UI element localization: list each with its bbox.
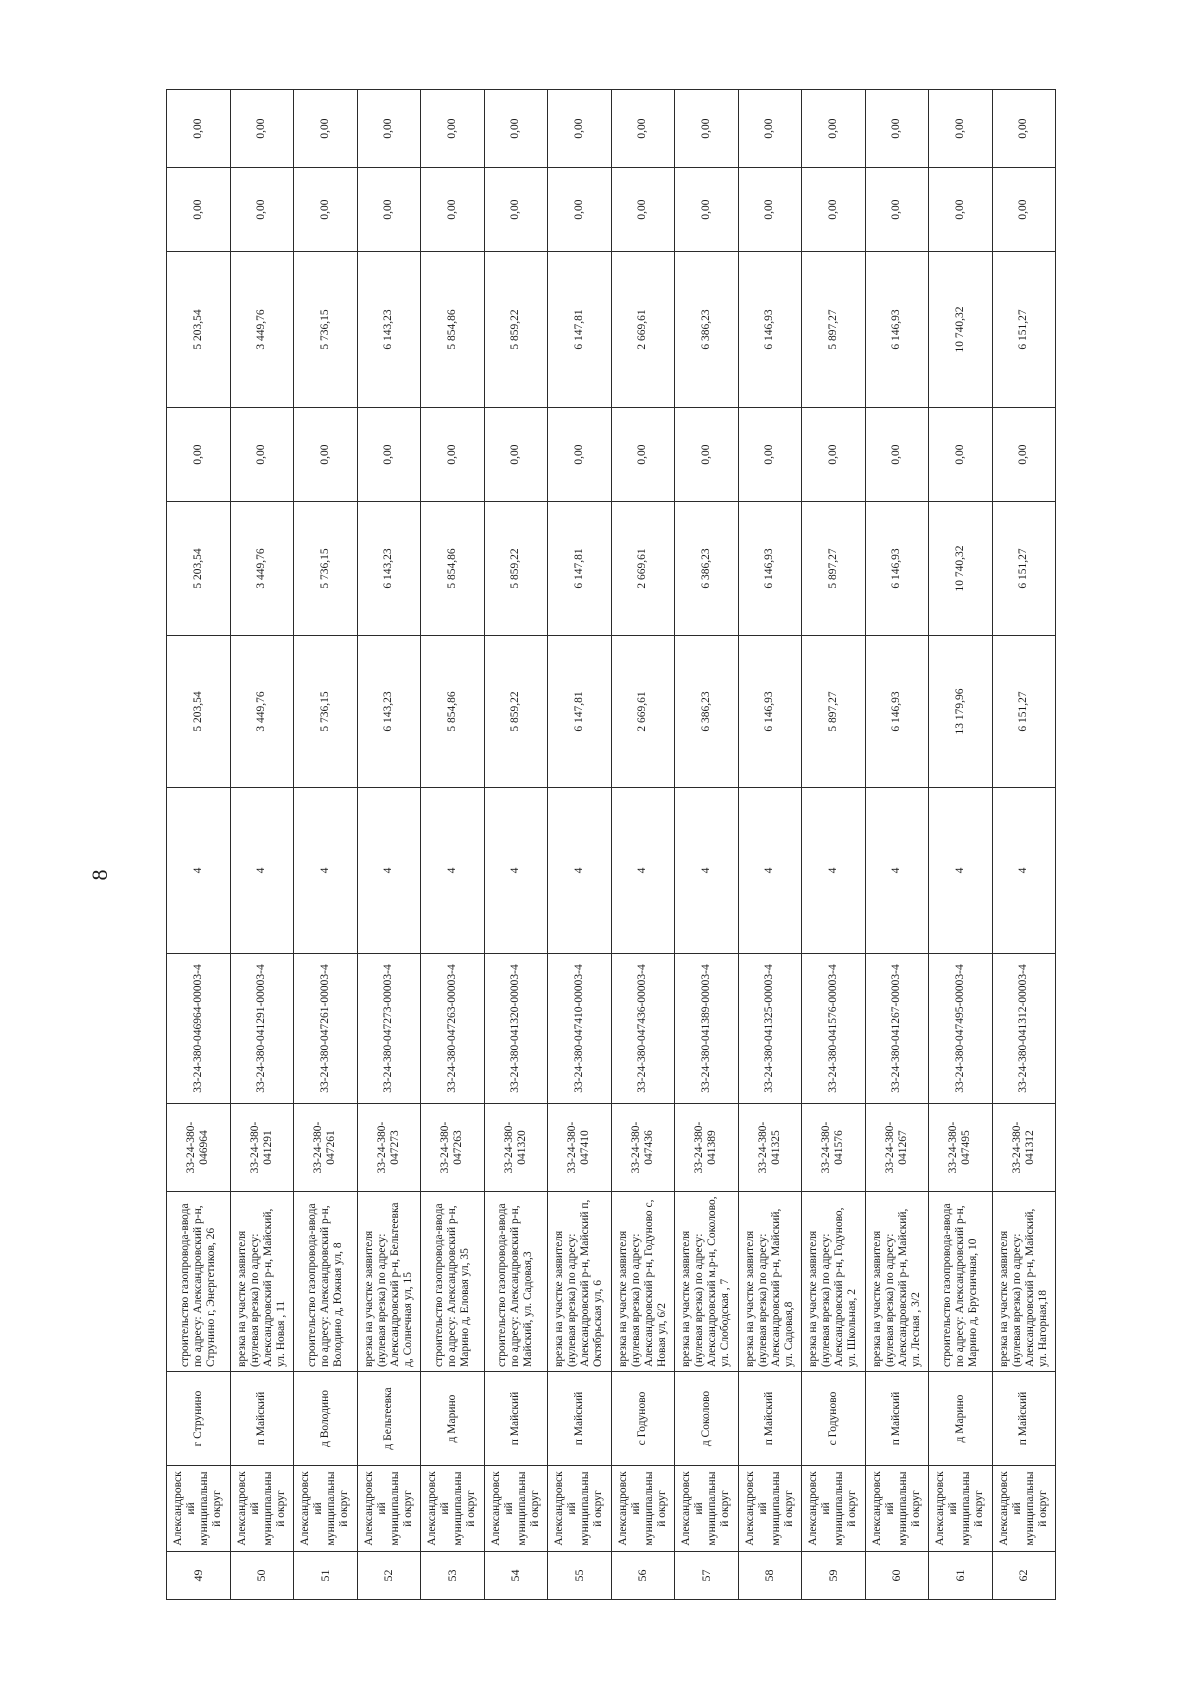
contract-number-cell: 33-24-380-047495-00003-4 — [929, 954, 993, 1104]
table-row — [675, 90, 739, 1600]
amount-cell-1: 6 146,93 — [865, 636, 929, 788]
table-row — [484, 90, 548, 1600]
amount-cell-5: 0,00 — [802, 168, 866, 252]
contract-number-cell: 33-24-380-041312-00003-4 — [992, 954, 1056, 1104]
amount-cell-5: 0,00 — [294, 168, 358, 252]
amount-cell-4: 5 736,15 — [294, 252, 358, 408]
table-row — [230, 90, 294, 1600]
amount-cell-2: 5 203,54 — [167, 502, 231, 636]
contract-number-cell: 33-24-380-041291-00003-4 — [230, 954, 294, 1104]
settlement-cell: г Струнино — [167, 1372, 231, 1466]
row-number-cell: 50 — [230, 1552, 294, 1600]
amount-cell-4: 10 740,32 — [929, 252, 993, 408]
amount-cell-4: 5 854,86 — [421, 252, 485, 408]
table-row — [357, 90, 421, 1600]
municipal-district-cell: Александровский муниципальный округ — [230, 1466, 294, 1552]
amount-cell-3: 0,00 — [484, 408, 548, 502]
amount-cell-2: 6 143,23 — [357, 502, 421, 636]
category-cell: 4 — [675, 788, 739, 954]
amount-cell-2: 5 854,86 — [421, 502, 485, 636]
municipal-district-cell: Александровский муниципальный округ — [802, 1466, 866, 1552]
technical-conditions-number-cell: 33-24-380-047495 — [929, 1104, 993, 1192]
amount-cell-1: 5 859,22 — [484, 636, 548, 788]
amount-cell-1: 13 179,96 — [929, 636, 993, 788]
municipal-district-cell: Александровский муниципальный округ — [929, 1466, 993, 1552]
municipal-district-cell: Александровский муниципальный округ — [357, 1466, 421, 1552]
amount-cell-4: 6 146,93 — [865, 252, 929, 408]
amount-cell-3: 0,00 — [294, 408, 358, 502]
table-row — [738, 90, 802, 1600]
technical-conditions-number-cell: 33-24-380-041320 — [484, 1104, 548, 1192]
municipal-district-cell: Александровский муниципальный округ — [675, 1466, 739, 1552]
amount-cell-4: 6 386,23 — [675, 252, 739, 408]
amount-cell-1: 5 736,15 — [294, 636, 358, 788]
settlement-cell: п Майский — [484, 1372, 548, 1466]
municipal-district-cell: Александровский муниципальный округ — [548, 1466, 612, 1552]
amount-cell-1: 6 143,23 — [357, 636, 421, 788]
work-description-cell: врезка на участке заявителя (нулевая врезка) по адресу: Александровский р-н, Годуново, ул. Школьная, 2 — [802, 1192, 866, 1372]
work-description-cell: строительство газопровода-ввода по адресу: Александровский р-н, Майский, ул. Садовая,3 — [484, 1192, 548, 1372]
row-number-cell: 56 — [611, 1552, 675, 1600]
contract-number-cell: 33-24-380-041267-00003-4 — [865, 954, 929, 1104]
amount-cell-1: 6 151,27 — [992, 636, 1056, 788]
municipal-district-cell: Александровский муниципальный округ — [294, 1466, 358, 1552]
amount-cell-6: 0,00 — [992, 90, 1056, 168]
row-number-cell: 49 — [167, 1552, 231, 1600]
amount-cell-6: 0,00 — [865, 90, 929, 168]
amount-cell-5: 0,00 — [929, 168, 993, 252]
amount-cell-3: 0,00 — [167, 408, 231, 502]
amount-cell-4: 6 146,93 — [738, 252, 802, 408]
technical-conditions-number-cell: 33-24-380-046964 — [167, 1104, 231, 1192]
category-cell: 4 — [611, 788, 675, 954]
category-cell: 4 — [738, 788, 802, 954]
data-table — [166, 89, 1056, 1600]
amount-cell-5: 0,00 — [611, 168, 675, 252]
settlement-cell: п Майский — [738, 1372, 802, 1466]
settlement-cell: д Марино — [929, 1372, 993, 1466]
settlement-cell: д Володино — [294, 1372, 358, 1466]
category-cell: 4 — [865, 788, 929, 954]
amount-cell-4: 2 669,61 — [611, 252, 675, 408]
work-description-cell: строительство газопровода-ввода по адресу: Александровский р-н, Струнино г, Энергетиков, 26 — [167, 1192, 231, 1372]
row-number-cell: 51 — [294, 1552, 358, 1600]
work-description-cell: строительство газопровода-ввода по адресу: Александровский р-н, Марино д, Брусничная, 10 — [929, 1192, 993, 1372]
amount-cell-3: 0,00 — [357, 408, 421, 502]
amount-cell-1: 2 669,61 — [611, 636, 675, 788]
amount-cell-1: 3 449,76 — [230, 636, 294, 788]
amount-cell-2: 5 736,15 — [294, 502, 358, 636]
work-description-cell: врезка на участке заявителя (нулевая врезка) по адресу: Александровский м.р-н, Соколово, ул. Слободская , 7 — [675, 1192, 739, 1372]
amount-cell-6: 0,00 — [484, 90, 548, 168]
municipal-district-cell: Александровский муниципальный округ — [992, 1466, 1056, 1552]
row-number-cell: 61 — [929, 1552, 993, 1600]
amount-cell-3: 0,00 — [611, 408, 675, 502]
work-description-cell: врезка на участке заявителя (нулевая врезка) по адресу: Александровский р-н, Майский, ул. Садовая,8 — [738, 1192, 802, 1372]
amount-cell-5: 0,00 — [167, 168, 231, 252]
amount-cell-6: 0,00 — [929, 90, 993, 168]
row-number-cell: 54 — [484, 1552, 548, 1600]
category-cell: 4 — [484, 788, 548, 954]
settlement-cell: с Годуново — [802, 1372, 866, 1466]
settlement-cell: п Майский — [865, 1372, 929, 1466]
table-row — [421, 90, 485, 1600]
amount-cell-2: 5 859,22 — [484, 502, 548, 636]
technical-conditions-number-cell: 33-24-380-047261 — [294, 1104, 358, 1192]
municipal-district-cell: Александровский муниципальный округ — [484, 1466, 548, 1552]
work-description-cell: врезка на участке заявителя (нулевая врезка) по адресу: Александровский р-н, Майский, ул. Новая , 11 — [230, 1192, 294, 1372]
table-row — [611, 90, 675, 1600]
category-cell: 4 — [294, 788, 358, 954]
amount-cell-6: 0,00 — [357, 90, 421, 168]
work-description-cell: врезка на участке заявителя (нулевая врезка) по адресу: Александровский р-н, Майский, ул. Нагорная,18 — [992, 1192, 1056, 1372]
page-number: 8 — [87, 869, 112, 881]
amount-cell-1: 6 386,23 — [675, 636, 739, 788]
contract-number-cell: 33-24-380-047436-00003-4 — [611, 954, 675, 1104]
amount-cell-4: 3 449,76 — [230, 252, 294, 408]
technical-conditions-number-cell: 33-24-380-041312 — [992, 1104, 1056, 1192]
technical-conditions-number-cell: 33-24-380-041325 — [738, 1104, 802, 1192]
contract-number-cell: 33-24-380-041389-00003-4 — [675, 954, 739, 1104]
amount-cell-3: 0,00 — [738, 408, 802, 502]
settlement-cell: с Годуново — [611, 1372, 675, 1466]
technical-conditions-number-cell: 33-24-380-047436 — [611, 1104, 675, 1192]
amount-cell-2: 6 146,93 — [738, 502, 802, 636]
work-description-cell: врезка на участке заявителя (нулевая врезка) по адресу: Александровский р-н, Бельтеевка д, Солнечная ул, 15 — [357, 1192, 421, 1372]
row-number-cell: 53 — [421, 1552, 485, 1600]
technical-conditions-number-cell: 33-24-380-041267 — [865, 1104, 929, 1192]
table-row — [992, 90, 1056, 1600]
municipal-district-cell: Александровский муниципальный округ — [611, 1466, 675, 1552]
work-description-cell: строительство газопровода-ввода по адресу: Александровский р-н, Володино д, Южная ул, 8 — [294, 1192, 358, 1372]
table-row — [929, 90, 993, 1600]
row-number-cell: 60 — [865, 1552, 929, 1600]
amount-cell-6: 0,00 — [294, 90, 358, 168]
amount-cell-4: 6 151,27 — [992, 252, 1056, 408]
category-cell: 4 — [421, 788, 485, 954]
category-cell: 4 — [992, 788, 1056, 954]
amount-cell-6: 0,00 — [675, 90, 739, 168]
amount-cell-6: 0,00 — [230, 90, 294, 168]
contract-number-cell: 33-24-380-047410-00003-4 — [548, 954, 612, 1104]
category-cell: 4 — [167, 788, 231, 954]
amount-cell-5: 0,00 — [357, 168, 421, 252]
row-number-cell: 59 — [802, 1552, 866, 1600]
technical-conditions-number-cell: 33-24-380-041389 — [675, 1104, 739, 1192]
amount-cell-4: 5 859,22 — [484, 252, 548, 408]
row-number-cell: 57 — [675, 1552, 739, 1600]
amount-cell-2: 5 897,27 — [802, 502, 866, 636]
row-number-cell: 55 — [548, 1552, 612, 1600]
amount-cell-6: 0,00 — [611, 90, 675, 168]
amount-cell-5: 0,00 — [992, 168, 1056, 252]
contract-number-cell: 33-24-380-041325-00003-4 — [738, 954, 802, 1104]
amount-cell-6: 0,00 — [421, 90, 485, 168]
table-row — [294, 90, 358, 1600]
technical-conditions-number-cell: 33-24-380-047410 — [548, 1104, 612, 1192]
amount-cell-5: 0,00 — [484, 168, 548, 252]
amount-cell-5: 0,00 — [421, 168, 485, 252]
technical-conditions-number-cell: 33-24-380-047263 — [421, 1104, 485, 1192]
amount-cell-4: 6 143,23 — [357, 252, 421, 408]
amount-cell-1: 5 854,86 — [421, 636, 485, 788]
municipal-district-cell: Александровский муниципальный округ — [865, 1466, 929, 1552]
amount-cell-5: 0,00 — [738, 168, 802, 252]
work-description-cell: врезка на участке заявителя (нулевая врезка) по адресу: Александровский р-н, Годуново с, Новая ул, 6/2 — [611, 1192, 675, 1372]
contract-number-cell: 33-24-380-047273-00003-4 — [357, 954, 421, 1104]
contract-number-cell: 33-24-380-047261-00003-4 — [294, 954, 358, 1104]
row-number-cell: 58 — [738, 1552, 802, 1600]
settlement-cell: д Марино — [421, 1372, 485, 1466]
settlement-cell: д Соколово — [675, 1372, 739, 1466]
category-cell: 4 — [548, 788, 612, 954]
technical-conditions-number-cell: 33-24-380-047273 — [357, 1104, 421, 1192]
category-cell: 4 — [802, 788, 866, 954]
amount-cell-4: 6 147,81 — [548, 252, 612, 408]
amount-cell-3: 0,00 — [992, 408, 1056, 502]
amount-cell-3: 0,00 — [675, 408, 739, 502]
amount-cell-5: 0,00 — [230, 168, 294, 252]
amount-cell-6: 0,00 — [738, 90, 802, 168]
amount-cell-4: 5 897,27 — [802, 252, 866, 408]
contract-number-cell: 33-24-380-047263-00003-4 — [421, 954, 485, 1104]
work-description-cell: строительство газопровода-ввода по адресу: Александровский р-н, Марино д, Еловая ул, 35 — [421, 1192, 485, 1372]
amount-cell-5: 0,00 — [548, 168, 612, 252]
amount-cell-1: 6 146,93 — [738, 636, 802, 788]
category-cell: 4 — [929, 788, 993, 954]
amount-cell-3: 0,00 — [865, 408, 929, 502]
amount-cell-3: 0,00 — [548, 408, 612, 502]
amount-cell-3: 0,00 — [230, 408, 294, 502]
amount-cell-2: 6 151,27 — [992, 502, 1056, 636]
technical-conditions-number-cell: 33-24-380-041576 — [802, 1104, 866, 1192]
amount-cell-3: 0,00 — [421, 408, 485, 502]
contract-number-cell: 33-24-380-046964-00003-4 — [167, 954, 231, 1104]
amount-cell-2: 6 146,93 — [865, 502, 929, 636]
amount-cell-2: 2 669,61 — [611, 502, 675, 636]
amount-cell-2: 10 740,32 — [929, 502, 993, 636]
table-row — [865, 90, 929, 1600]
amount-cell-3: 0,00 — [929, 408, 993, 502]
amount-cell-5: 0,00 — [675, 168, 739, 252]
contract-number-cell: 33-24-380-041576-00003-4 — [802, 954, 866, 1104]
category-cell: 4 — [357, 788, 421, 954]
settlement-cell: п Майский — [992, 1372, 1056, 1466]
category-cell: 4 — [230, 788, 294, 954]
amount-cell-3: 0,00 — [802, 408, 866, 502]
amount-cell-1: 5 203,54 — [167, 636, 231, 788]
amount-cell-1: 6 147,81 — [548, 636, 612, 788]
row-number-cell: 52 — [357, 1552, 421, 1600]
settlement-cell: д Бельтеевка — [357, 1372, 421, 1466]
municipal-district-cell: Александровский муниципальный округ — [738, 1466, 802, 1552]
table-row — [802, 90, 866, 1600]
settlement-cell: п Майский — [548, 1372, 612, 1466]
amount-cell-6: 0,00 — [802, 90, 866, 168]
amount-cell-2: 6 386,23 — [675, 502, 739, 636]
amount-cell-2: 3 449,76 — [230, 502, 294, 636]
amount-cell-6: 0,00 — [167, 90, 231, 168]
contract-number-cell: 33-24-380-041320-00003-4 — [484, 954, 548, 1104]
amount-cell-2: 6 147,81 — [548, 502, 612, 636]
row-number-cell: 62 — [992, 1552, 1056, 1600]
rotated-page-content — [166, 90, 1056, 1600]
amount-cell-1: 5 897,27 — [802, 636, 866, 788]
amount-cell-5: 0,00 — [865, 168, 929, 252]
amount-cell-6: 0,00 — [548, 90, 612, 168]
table-body — [167, 90, 1056, 1600]
technical-conditions-number-cell: 33-24-380-041291 — [230, 1104, 294, 1192]
amount-cell-4: 5 203,54 — [167, 252, 231, 408]
table-row — [167, 90, 231, 1600]
table-row — [548, 90, 612, 1600]
work-description-cell: врезка на участке заявителя (нулевая врезка) по адресу: Александровский р-н, Майский п, Октябрьская ул, 6 — [548, 1192, 612, 1372]
municipal-district-cell: Александровский муниципальный округ — [421, 1466, 485, 1552]
municipal-district-cell: Александровский муниципальный округ — [167, 1466, 231, 1552]
work-description-cell: врезка на участке заявителя (нулевая врезка) по адресу: Александровский р-н, Майский, ул. Лесная , 3/2 — [865, 1192, 929, 1372]
settlement-cell: п Майский — [230, 1372, 294, 1466]
